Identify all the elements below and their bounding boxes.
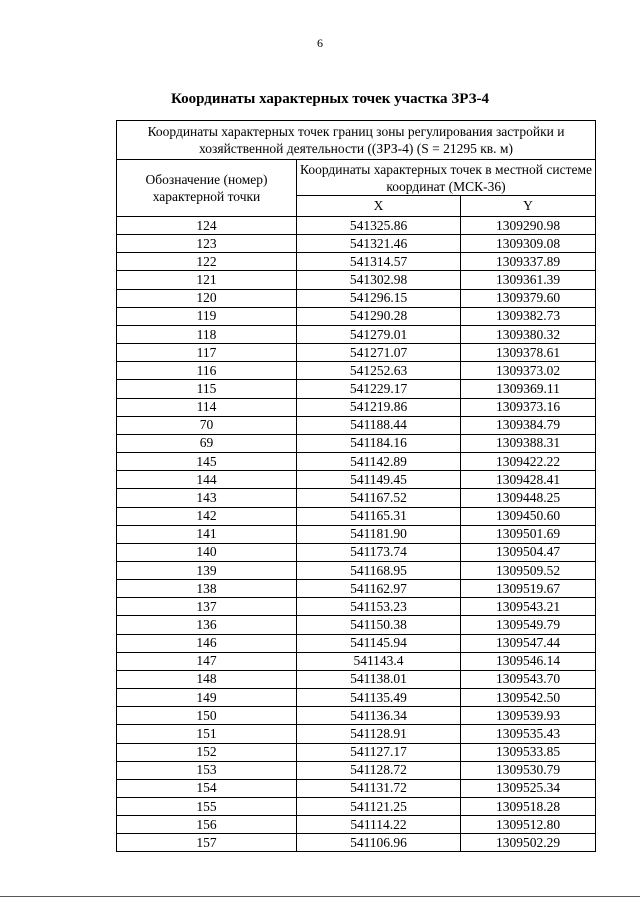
page-bottom-edge (0, 896, 640, 897)
y-coordinate-cell: 1309388.31 (461, 434, 596, 452)
y-coordinate-cell: 1309530.79 (461, 761, 596, 779)
point-number-cell: 157 (117, 834, 297, 852)
y-coordinate-cell: 1309543.21 (461, 598, 596, 616)
point-number-cell: 152 (117, 743, 297, 761)
point-number-cell: 143 (117, 489, 297, 507)
table-row (117, 489, 596, 507)
x-coordinate-cell: 541271.07 (297, 344, 461, 362)
table-row (117, 362, 596, 380)
table-row (117, 779, 596, 797)
y-coordinate-cell: 1309380.32 (461, 325, 596, 343)
table-row (117, 561, 596, 579)
x-column-header: X (297, 196, 461, 217)
y-coordinate-cell: 1309309.08 (461, 235, 596, 253)
y-coordinate-cell: 1309501.69 (461, 525, 596, 543)
point-number-cell: 120 (117, 289, 297, 307)
point-number-cell: 124 (117, 217, 297, 235)
table-row (117, 580, 596, 598)
x-coordinate-cell: 541302.98 (297, 271, 461, 289)
point-number-cell: 149 (117, 689, 297, 707)
table-row (117, 598, 596, 616)
y-coordinate-cell: 1309337.89 (461, 253, 596, 271)
x-coordinate-cell: 541131.72 (297, 779, 461, 797)
x-coordinate-cell: 541184.16 (297, 434, 461, 452)
table-row (117, 398, 596, 416)
x-coordinate-cell: 541290.28 (297, 307, 461, 325)
point-number-cell: 119 (117, 307, 297, 325)
point-number-cell: 136 (117, 616, 297, 634)
table-row (117, 253, 596, 271)
coordinates-table (116, 120, 596, 852)
y-coordinate-cell: 1309369.11 (461, 380, 596, 398)
y-coordinate-cell: 1309542.50 (461, 689, 596, 707)
y-coordinate-cell: 1309382.73 (461, 307, 596, 325)
y-coordinate-cell: 1309373.02 (461, 362, 596, 380)
x-coordinate-cell: 541229.17 (297, 380, 461, 398)
table-row (117, 798, 596, 816)
y-coordinate-cell: 1309549.79 (461, 616, 596, 634)
y-coordinate-cell: 1309290.98 (461, 217, 596, 235)
point-number-cell: 139 (117, 561, 297, 579)
table-row (117, 217, 596, 235)
table-row (117, 616, 596, 634)
table-row (117, 543, 596, 561)
table-row (117, 271, 596, 289)
point-number-cell: 141 (117, 525, 297, 543)
table-row (117, 307, 596, 325)
y-coordinate-cell: 1309384.79 (461, 416, 596, 434)
y-coordinate-cell: 1309518.28 (461, 798, 596, 816)
x-coordinate-cell: 541138.01 (297, 670, 461, 688)
point-number-cell: 115 (117, 380, 297, 398)
point-number-cell: 146 (117, 634, 297, 652)
x-coordinate-cell: 541325.86 (297, 217, 461, 235)
point-number-cell: 122 (117, 253, 297, 271)
x-coordinate-cell: 541127.17 (297, 743, 461, 761)
table-row (117, 689, 596, 707)
x-coordinate-cell: 541135.49 (297, 689, 461, 707)
point-number-cell: 145 (117, 453, 297, 471)
x-coordinate-cell: 541279.01 (297, 325, 461, 343)
table-row (117, 235, 596, 253)
table-row (117, 507, 596, 525)
table-row (117, 816, 596, 834)
x-coordinate-cell: 541153.23 (297, 598, 461, 616)
x-coordinate-cell: 541252.63 (297, 362, 461, 380)
y-coordinate-cell: 1309525.34 (461, 779, 596, 797)
point-number-cell: 137 (117, 598, 297, 616)
x-coordinate-cell: 541188.44 (297, 416, 461, 434)
y-coordinate-cell: 1309519.67 (461, 580, 596, 598)
table-row (117, 434, 596, 452)
point-number-cell: 138 (117, 580, 297, 598)
table-row (117, 416, 596, 434)
x-coordinate-cell: 541128.91 (297, 725, 461, 743)
x-coordinate-cell: 541181.90 (297, 525, 461, 543)
point-number-cell: 123 (117, 235, 297, 253)
document-title: Координаты характерных точек участка ЗРЗ-4 (171, 91, 489, 107)
x-coordinate-cell: 541321.46 (297, 235, 461, 253)
point-number-cell: 121 (117, 271, 297, 289)
x-coordinate-cell: 541142.89 (297, 453, 461, 471)
table-row (117, 652, 596, 670)
point-number-cell: 148 (117, 670, 297, 688)
y-coordinate-cell: 1309373.16 (461, 398, 596, 416)
x-coordinate-cell: 541149.45 (297, 471, 461, 489)
point-number-cell: 114 (117, 398, 297, 416)
point-number-cell: 69 (117, 434, 297, 452)
x-coordinate-cell: 541296.15 (297, 289, 461, 307)
table-row (117, 289, 596, 307)
y-coordinate-cell: 1309378.61 (461, 344, 596, 362)
y-coordinate-cell: 1309450.60 (461, 507, 596, 525)
y-coordinate-cell: 1309379.60 (461, 289, 596, 307)
x-coordinate-cell: 541150.38 (297, 616, 461, 634)
x-coordinate-cell: 541173.74 (297, 543, 461, 561)
x-coordinate-cell: 541165.31 (297, 507, 461, 525)
point-number-cell: 156 (117, 816, 297, 834)
table-row (117, 761, 596, 779)
y-coordinate-cell: 1309543.70 (461, 670, 596, 688)
point-number-cell: 154 (117, 779, 297, 797)
y-coordinate-cell: 1309428.41 (461, 471, 596, 489)
point-number-cell: 70 (117, 416, 297, 434)
x-coordinate-cell: 541145.94 (297, 634, 461, 652)
y-coordinate-cell: 1309504.47 (461, 543, 596, 561)
y-coordinate-cell: 1309361.39 (461, 271, 596, 289)
table-row (117, 525, 596, 543)
x-coordinate-cell: 541136.34 (297, 707, 461, 725)
point-number-cell: 118 (117, 325, 297, 343)
y-coordinate-cell: 1309448.25 (461, 489, 596, 507)
point-number-cell: 116 (117, 362, 297, 380)
y-coordinate-cell: 1309533.85 (461, 743, 596, 761)
table-row (117, 380, 596, 398)
y-coordinate-cell: 1309502.29 (461, 834, 596, 852)
table-row (117, 325, 596, 343)
x-coordinate-cell: 541167.52 (297, 489, 461, 507)
y-coordinate-cell: 1309422.22 (461, 453, 596, 471)
point-number-cell: 153 (117, 761, 297, 779)
y-coordinate-cell: 1309509.52 (461, 561, 596, 579)
table-row (117, 634, 596, 652)
x-coordinate-cell: 541128.72 (297, 761, 461, 779)
x-coordinate-cell: 541219.86 (297, 398, 461, 416)
x-coordinate-cell: 541143.4 (297, 652, 461, 670)
point-number-cell: 142 (117, 507, 297, 525)
point-number-cell: 144 (117, 471, 297, 489)
x-coordinate-cell: 541106.96 (297, 834, 461, 852)
table-body (117, 217, 596, 852)
page-number: 6 (317, 36, 323, 50)
table-row (117, 471, 596, 489)
point-number-cell: 150 (117, 707, 297, 725)
y-coordinate-cell: 1309539.93 (461, 707, 596, 725)
table-row (117, 707, 596, 725)
coordinates-column-header: Координаты характерных точек в местной системе координат (МСК-36) (297, 160, 596, 196)
point-number-cell: 140 (117, 543, 297, 561)
table-row (117, 670, 596, 688)
point-number-cell: 155 (117, 798, 297, 816)
table-row (117, 725, 596, 743)
y-coordinate-cell: 1309535.43 (461, 725, 596, 743)
y-coordinate-cell: 1309547.44 (461, 634, 596, 652)
point-column-header: Обозначение (номер) характерной точки (117, 160, 297, 217)
table-row (117, 743, 596, 761)
table-row (117, 344, 596, 362)
x-coordinate-cell: 541121.25 (297, 798, 461, 816)
x-coordinate-cell: 541314.57 (297, 253, 461, 271)
point-number-cell: 117 (117, 344, 297, 362)
x-coordinate-cell: 541162.97 (297, 580, 461, 598)
y-column-header: Y (461, 196, 596, 217)
point-number-cell: 151 (117, 725, 297, 743)
y-coordinate-cell: 1309546.14 (461, 652, 596, 670)
table-caption: Координаты характерных точек границ зоны регулирования застройки и хозяйственной деятельности ((ЗРЗ-4) (S = 21295 кв. м) (117, 121, 596, 160)
table-row (117, 834, 596, 852)
point-number-cell: 147 (117, 652, 297, 670)
y-coordinate-cell: 1309512.80 (461, 816, 596, 834)
x-coordinate-cell: 541114.22 (297, 816, 461, 834)
x-coordinate-cell: 541168.95 (297, 561, 461, 579)
table-row (117, 453, 596, 471)
